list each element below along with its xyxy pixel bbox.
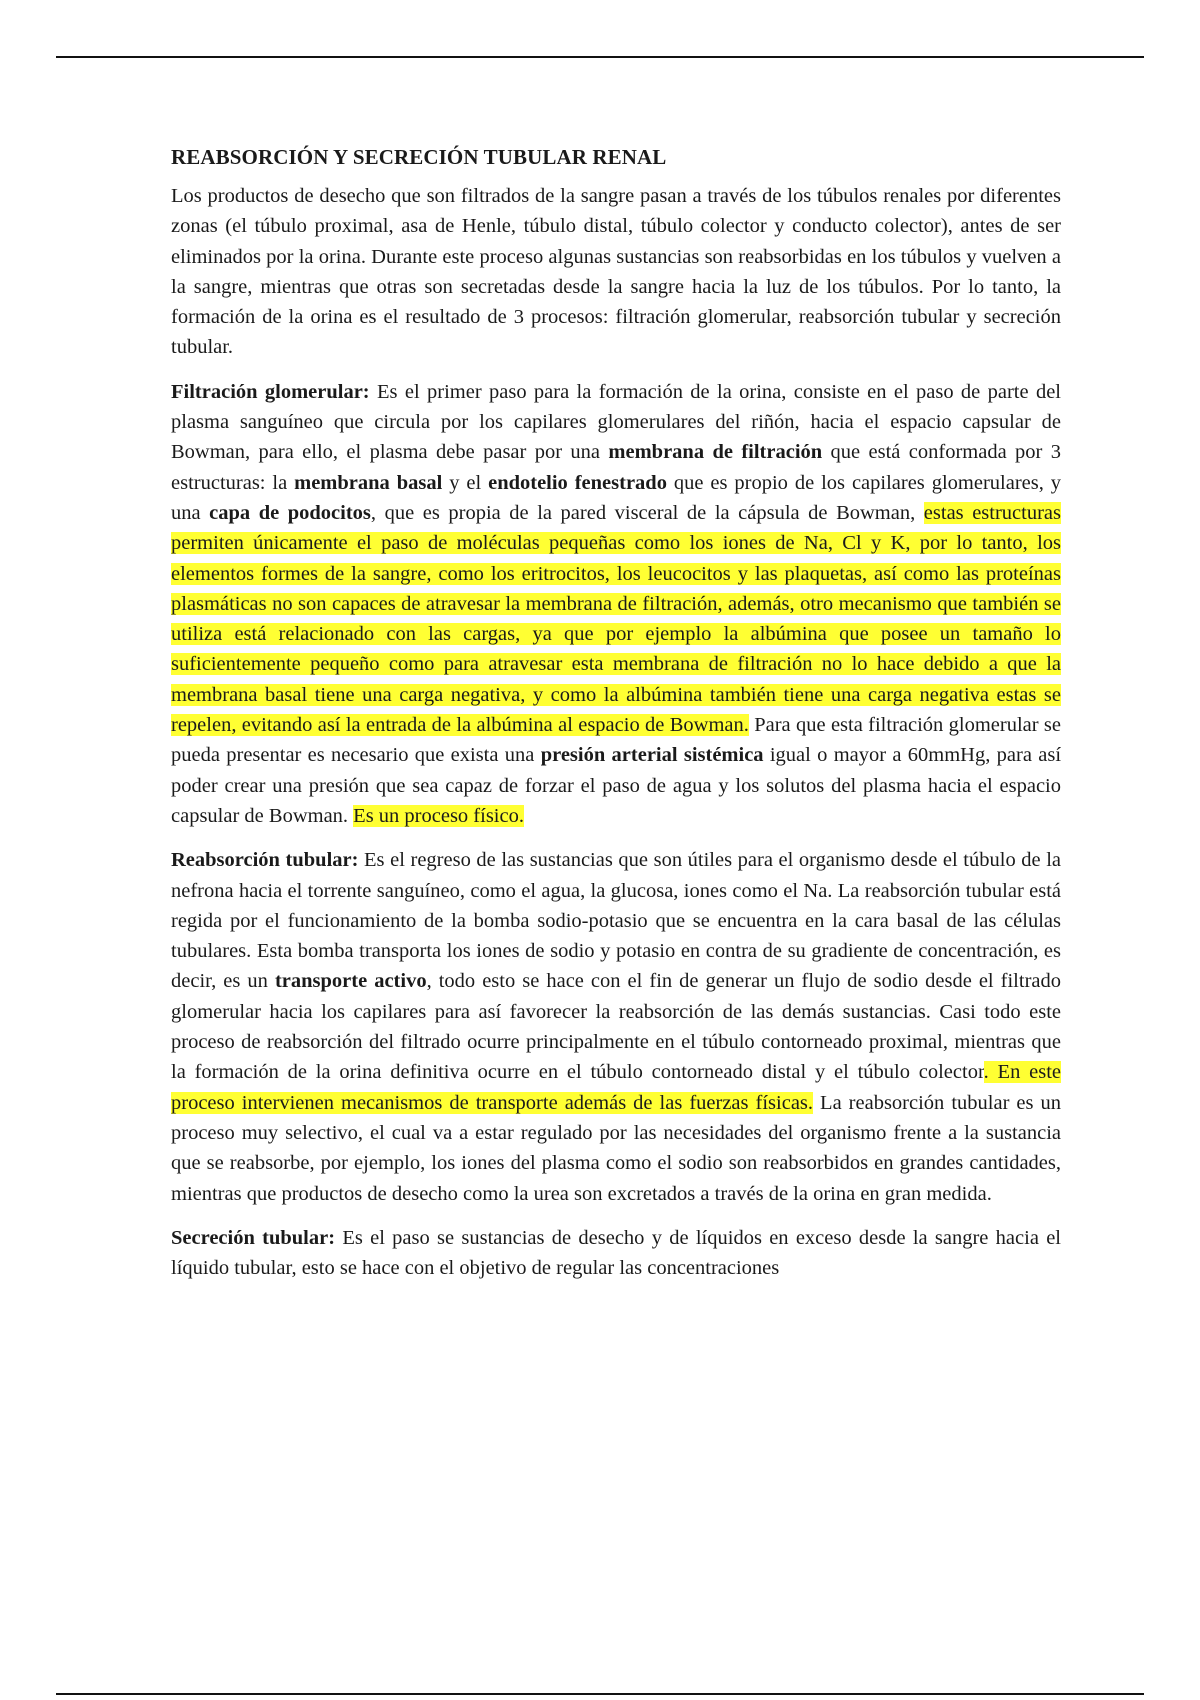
term-transporte-activo: transporte activo [274, 970, 427, 993]
secrecion-heading: Secreción tubular: [171, 1226, 336, 1249]
intro-paragraph: Los productos de desecho que son filtrados de la sangre pasan a través de los túbulos renales por diferentes zonas (el túbulo proximal, asa de Henle, túbulo distal, túbulo colector y conducto colector), antes de ser eliminados por la orina. Durante este proceso algunas sustancias son reabsorbidas en los túbulos y vuelven a la sangre, mientras que otras son secretadas desde la sangre hacia la luz de los túbulos. Por lo tanto, la formación de la orina es el resultado de 3 procesos: filtración glomerular, reabsorción tubular y secreción tubular. [171, 185, 1061, 359]
reabsorcion-text-2: , todo esto se hace con el fin de generar un flujo de sodio desde el filtrado glomerular hacia los capilares para así favorecer la reabsorción de las demás sustancias. Casi todo este proceso de reabsorción del filtrado ocurre principalmente en el túbulo contorneado proximal, mientras que la formación de la orina definitiva ocurre en el túbulo contorneado distal y el túbulo colector [171, 970, 1061, 1084]
reabsorcion-text-1: Es el regreso de las sustancias que son útiles para el organismo desde el túbulo de la nefrona hacia el torrente sanguíneo, como el agua, la glucosa, iones como el Na. La reabsorción tubular está regida por el funcionamiento de la bomba sodio-potasio que se encuentra en la cara basal de las células tubulares. Esta bomba transporta los iones de sodio y potasio en contra de su gradiente de concentración, es decir, es un [171, 849, 1062, 993]
term-membrana-basal: membrana basal [294, 471, 443, 494]
filtracion-paragraph [171, 377, 1061, 831]
term-endotelio-fenestrado: endotelio fenestrado [488, 471, 667, 494]
filtracion-text-6: Para que esta filtración glomerular se pueda presentar es necesario que exista una [171, 714, 1061, 767]
filtracion-text-3: y el [442, 471, 489, 494]
filtracion-highlight-2: Es un proceso físico. [353, 804, 524, 827]
filtracion-heading: Filtración glomerular: [171, 380, 370, 403]
secrecion-paragraph [171, 1223, 1061, 1284]
document-title: REABSORCIÓN Y SECRECIÓN TUBULAR RENAL [171, 145, 667, 169]
filtracion-text-2: que está conformada por 3 estructuras: la [171, 441, 1061, 494]
secrecion-text-1: Es el paso se sustancias de desecho y de líquidos en exceso desde la sangre hacia el líquido tubular, esto se hace con el objetivo de regular las concentraciones [171, 1226, 1061, 1280]
reabsorcion-paragraph [171, 845, 1061, 1209]
reabsorcion-text-3: La reabsorción tubular es un proceso muy selectivo, el cual va a estar regulado por las necesidades del organismo frente a la sustancia que se reabsorbe, por ejemplo, los iones del plasma como el sodio son reabsorbidos en grandes cantidades, mientras que productos de desecho como la urea son excretados a través de la orina en gran medida. [171, 1091, 1061, 1205]
document-body [171, 142, 1061, 1297]
filtracion-text-5: , que es propia de la pared visceral de la cápsula de Bowman, [370, 501, 924, 524]
filtracion-text-7: igual o mayor a 60mmHg, para así poder crear una presión que sea capaz de forzar el paso de agua y los solutos del plasma hacia el espacio capsular de Bowman. [171, 744, 1062, 827]
reabsorcion-heading: Reabsorción tubular: [171, 849, 359, 872]
term-membrana-filtracion: membrana de filtración [608, 441, 823, 464]
filtracion-text-1: Es el primer paso para la formación de la orina, consiste en el paso de parte del plasma sanguíneo que circula por los capilares glomerulares del riñón, hacia el espacio capsular de Bowman, para ello, el plasma debe pasar por una [171, 380, 1062, 464]
filtracion-text-4: que es propio de los capilares glomerulares, y una [171, 471, 1062, 524]
term-capa-podocitos: capa de podocitos [209, 501, 371, 524]
filtracion-highlight-1: estas estructuras permiten únicamente el paso de moléculas pequeñas como los iones de Na, Cl y K, por lo tanto, los elementos formes de la sangre, como los eritrocitos, los leucocitos y las plaquetas, así como las proteínas plasmáticas no son capaces de atravesar la membrana de filtración, además, otro mecanismo que también se utiliza está relacionado con las cargas, ya que por ejemplo la albúmina que posee un tamaño lo suficientemente pequeño como para atravesar esta membrana de filtración no lo hace debido a que la membrana basal tiene una carga negativa, y como la albúmina también tiene una carga negativa estas se repelen, evitando así la entrada de la albúmina al espacio de Bowman. [171, 501, 1061, 737]
header-rule [56, 56, 1144, 58]
reabsorcion-highlight-1: . En este proceso intervienen mecanismos de transporte además de las fuerzas físicas. [171, 1061, 1061, 1114]
term-presion-arterial: presión arterial sistémica [540, 744, 764, 767]
footer-rule [56, 1693, 1144, 1695]
